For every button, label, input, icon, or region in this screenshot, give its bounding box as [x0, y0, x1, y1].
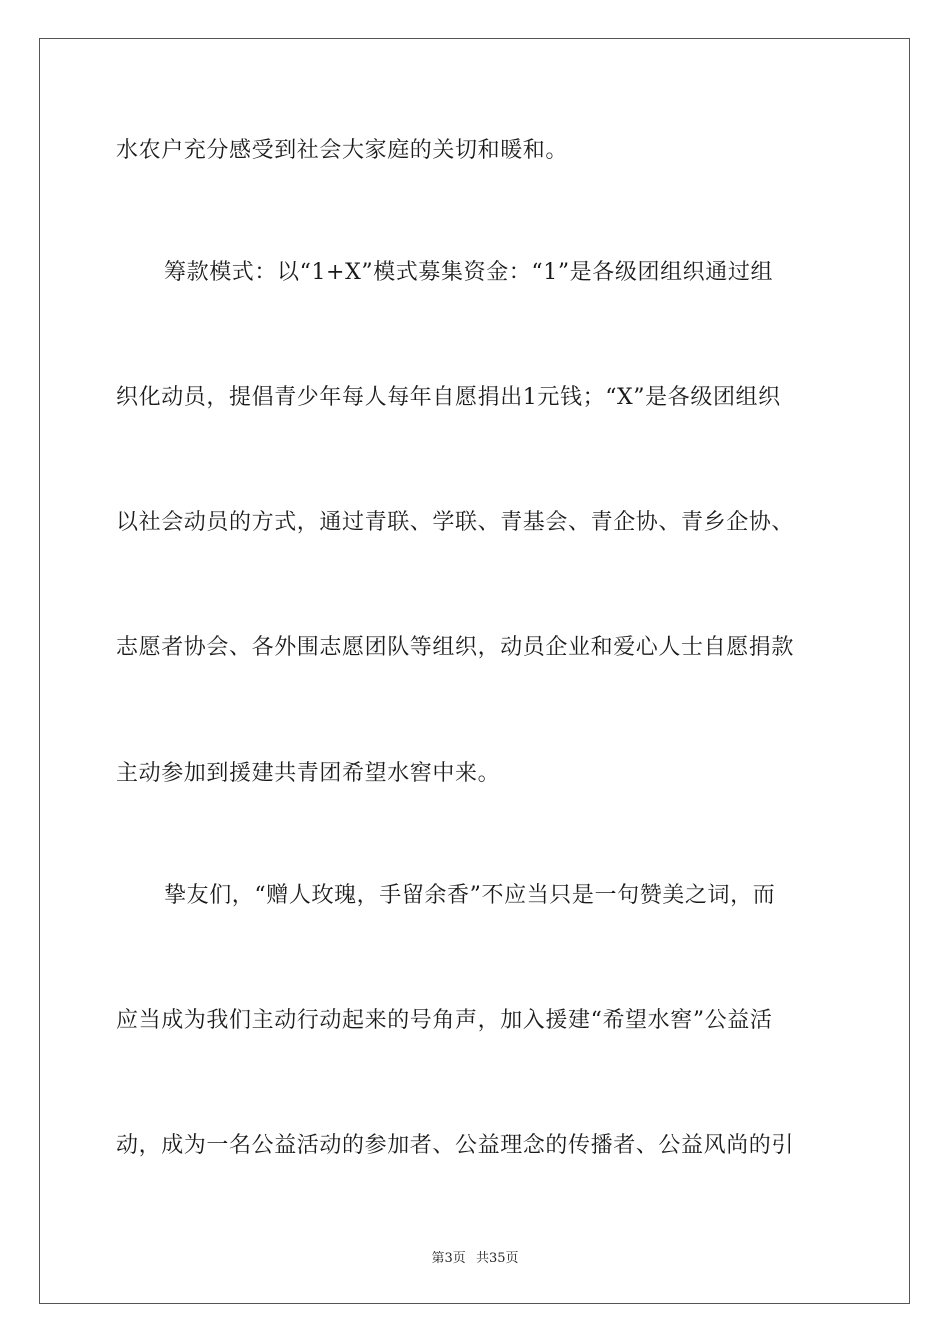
text-line-5: 志愿者协会、各外围志愿团队等组织，动员企业和爱心人士自愿捐款 — [116, 635, 795, 660]
text-line-4: 以社会动员的方式，通过青联、学联、青基会、青企协、青乡企协、 — [116, 510, 795, 535]
text-line-2: 筹款模式：以“1+X”模式募集资金：“1”是各级团组织通过组 — [164, 260, 774, 285]
text-line-1: 水农户充分感受到社会大家庭的关切和暖和。 — [116, 138, 569, 163]
page-border — [39, 38, 910, 1304]
text-line-9: 动，成为一名公益活动的参加者、公益理念的传播者、公益风尚的引 — [116, 1133, 795, 1158]
page-number: 第3页 — [431, 1251, 466, 1266]
text-line-3: 织化动员，提倡青少年每人每年自愿捐出1元钱；“X”是各级团组织 — [116, 385, 781, 410]
page-footer — [0, 1247, 950, 1266]
page-total: 共35页 — [475, 1251, 519, 1266]
text-line-7: 挚友们，“赠人玫瑰，手留余香”不应当只是一句赞美之词，而 — [164, 883, 776, 908]
text-line-6: 主动参加到援建共青团希望水窖中来。 — [116, 761, 501, 786]
text-line-8: 应当成为我们主动行动起来的号角声，加入援建“希望水窖”公益活 — [116, 1008, 773, 1033]
